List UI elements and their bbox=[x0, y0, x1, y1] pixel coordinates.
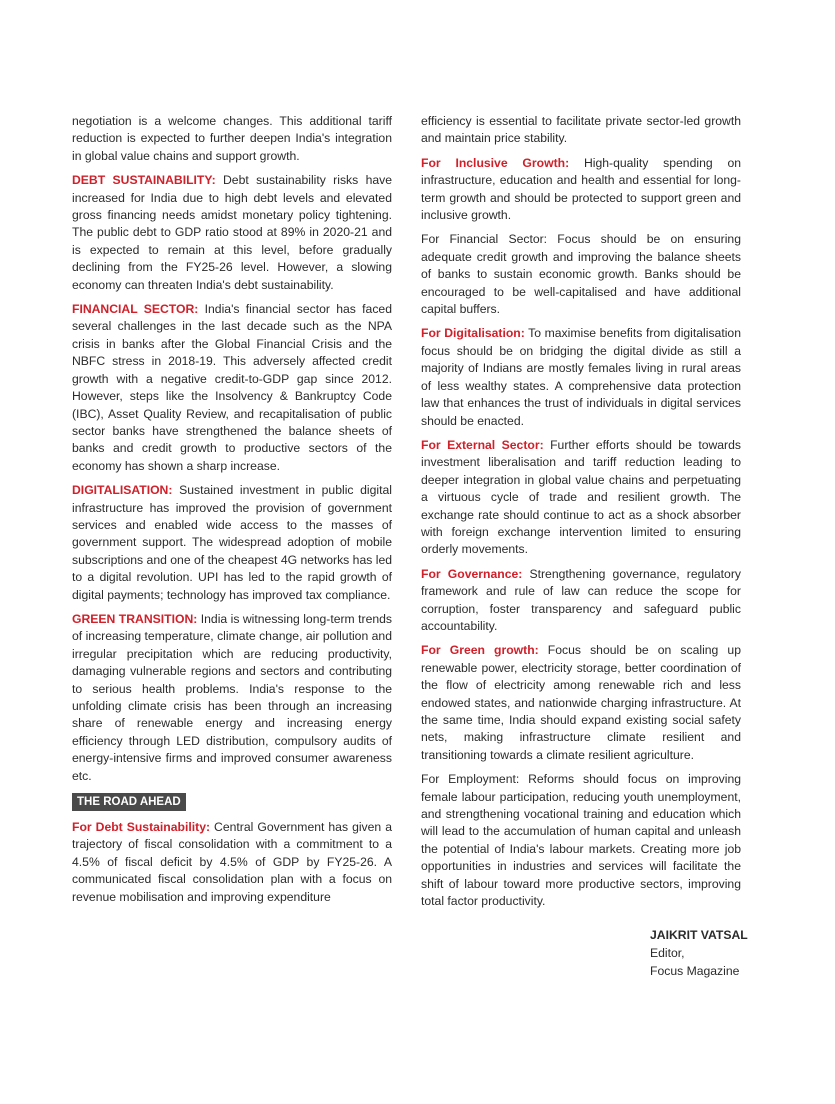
right-column bbox=[421, 113, 741, 917]
paragraph-text: India is witnessing long-term trends of increasing temperature, climate change, air pollution and irregular precipitation which are reducing productivity, damaging vulnerable regions and sectors and contributing to serious health problems. India's response to the unfolding climate crisis has been through an increasing share of renewable energy and increasing energy efficiency through LED distribution, compulsory audits of energy-intensive firms and improved consumer awareness etc. bbox=[72, 611, 392, 783]
external-sector-lead: For External Sector: bbox=[421, 437, 544, 452]
paragraph-for-digitalisation bbox=[421, 325, 741, 429]
paragraph-employment bbox=[421, 771, 741, 910]
paragraph-text: High-quality spending on infrastructure, education and health and essential for long-term growth and should be protected to support green and inclusive growth. bbox=[421, 155, 741, 223]
paragraph-governance bbox=[421, 566, 741, 636]
paragraph-text: Further efforts should be towards investment liberalisation and tariff reduction leading to deeper integration in global value chains and perpetuating a virtuous cycle of trade and resilient growth. The exchange rate should continue to act as a shock absorber with foreign exchange intervention limited to ensuring orderly movements. bbox=[421, 437, 741, 557]
paragraph-text: Debt sustainability risks have increased for India due to high debt levels and elevated gross financing needs amidst monetary policy tightening. The public debt to GDP ratio stood at 89% in 2020-21 and is expected to remain at this level, before gradually declining from the FY25-26 level. However, a slowing economy can threaten India's debt sustainability. bbox=[72, 173, 392, 292]
green-transition-lead: GREEN TRANSITION: bbox=[72, 611, 198, 626]
paragraph-text: efficiency is essential to facilitate private sector-led growth and maintain price stability. bbox=[421, 114, 741, 146]
paragraph-text: Strengthening governance, regulatory framework and rule of law can reduce the scope for corruption, foster transparency and safeguard public accountability. bbox=[421, 566, 741, 633]
paragraph-digitalisation bbox=[72, 482, 392, 604]
inclusive-growth-lead: For Inclusive Growth: bbox=[421, 155, 570, 170]
paragraph-green-growth bbox=[421, 642, 741, 764]
paragraph-text: negotiation is a welcome changes. This additional tariff reduction is expected to further deepen India's integration in global value chains and support growth. bbox=[72, 114, 392, 163]
green-growth-lead: For Green growth: bbox=[421, 643, 539, 658]
paragraph-green-transition bbox=[72, 611, 392, 785]
paragraph-text: To maximise benefits from digitalisation focus should be on bridging the digital divide as still a majority of Indians are mostly females living in rural areas of less wealthy states. A comprehensive data protection law that enhances the trust of individuals in digital services should be enacted. bbox=[421, 326, 741, 428]
paragraph-financial-sector-focus bbox=[421, 231, 741, 318]
paragraph-text: For Financial Sector: Focus should be on ensuring adequate credit growth and improving the balance sheets of banks to sustain economic growth. Banks should be encouraged to be well-capitalised and have additional capital buffers. bbox=[421, 232, 741, 317]
author-signature bbox=[650, 926, 748, 980]
paragraph-efficiency bbox=[421, 113, 741, 148]
paragraph-debt-sustainability bbox=[72, 172, 392, 294]
section-heading-road-ahead: THE ROAD AHEAD bbox=[72, 793, 186, 811]
paragraph-text: Sustained investment in public digital infrastructure has improved the provision of government services and enabled wide access to the masses of government support. The widespread adoption of mobile subscriptions and one of the cheapest 4G networks has led to a digital revolution. UPI has led to the rapid growth of digital payments; technology has improved tax compliance. bbox=[72, 483, 392, 602]
paragraph-text: Central Government has given a trajectory of fiscal consolidation with a commitment to a 4.5% of fiscal deficit by 4.5% of GDP by FY25-26. A communicated fiscal consolidation plan with a focus on revenue mobilisation and improving expenditure bbox=[72, 820, 392, 904]
paragraph-for-debt-sustainability bbox=[72, 819, 392, 906]
paragraph-text: For Employment: Reforms should focus on improving female labour participation, reducing youth unemployment, and strengthening vocational training and education which will lead to the accumulation of human capital and unleash the potential of India's labour markets. Creating more job opportunities in industries and services will facilitate the shift of labour toward more productive sectors, improving total factor productivity. bbox=[421, 772, 741, 909]
author-role: Editor, bbox=[650, 946, 685, 960]
digitalisation-lead: DIGITALISATION: bbox=[72, 483, 173, 498]
publication-name: Focus Magazine bbox=[650, 964, 740, 978]
author-name: JAIKRIT VATSAL bbox=[650, 928, 748, 942]
paragraph-text: India's financial sector has faced several challenges in the last decade such as the NPA crisis in banks after the Global Financial Crisis and the NBFC stress in 2018-19. This adversely affected credit growth with a negative credit-to-GDP gap since 2012. However, steps like the Insolvency & Bankruptcy Code (IBC), Asset Quality Review, and recapitalisation of public sector banks have strengthened the balance sheets of banks and credit growth to productive sectors of the economy has shown a sharp increase. bbox=[72, 302, 392, 473]
for-digitalisation-lead: For Digitalisation: bbox=[421, 326, 525, 341]
paragraph-text: Focus should be on scaling up renewable power, electricity storage, better coordination of the flow of electricity among renewable rich and less endowed states, and nationwide charging infrastructure. At the same time, India should expand existing social safety nets, making infrastructure climate resilient and transitioning towards a climate resilient agriculture. bbox=[421, 643, 741, 762]
debt-sustainability-lead: DEBT SUSTAINABILITY: bbox=[72, 173, 216, 188]
paragraph-financial-sector bbox=[72, 301, 392, 475]
paragraph-inclusive-growth bbox=[421, 155, 741, 225]
paragraph-negotiation bbox=[72, 113, 392, 165]
for-debt-sustainability-lead: For Debt Sustainability: bbox=[72, 820, 211, 835]
governance-lead: For Governance: bbox=[421, 566, 523, 581]
left-column bbox=[72, 113, 392, 913]
financial-sector-lead: FINANCIAL SECTOR: bbox=[72, 302, 199, 317]
paragraph-external-sector bbox=[421, 437, 741, 559]
